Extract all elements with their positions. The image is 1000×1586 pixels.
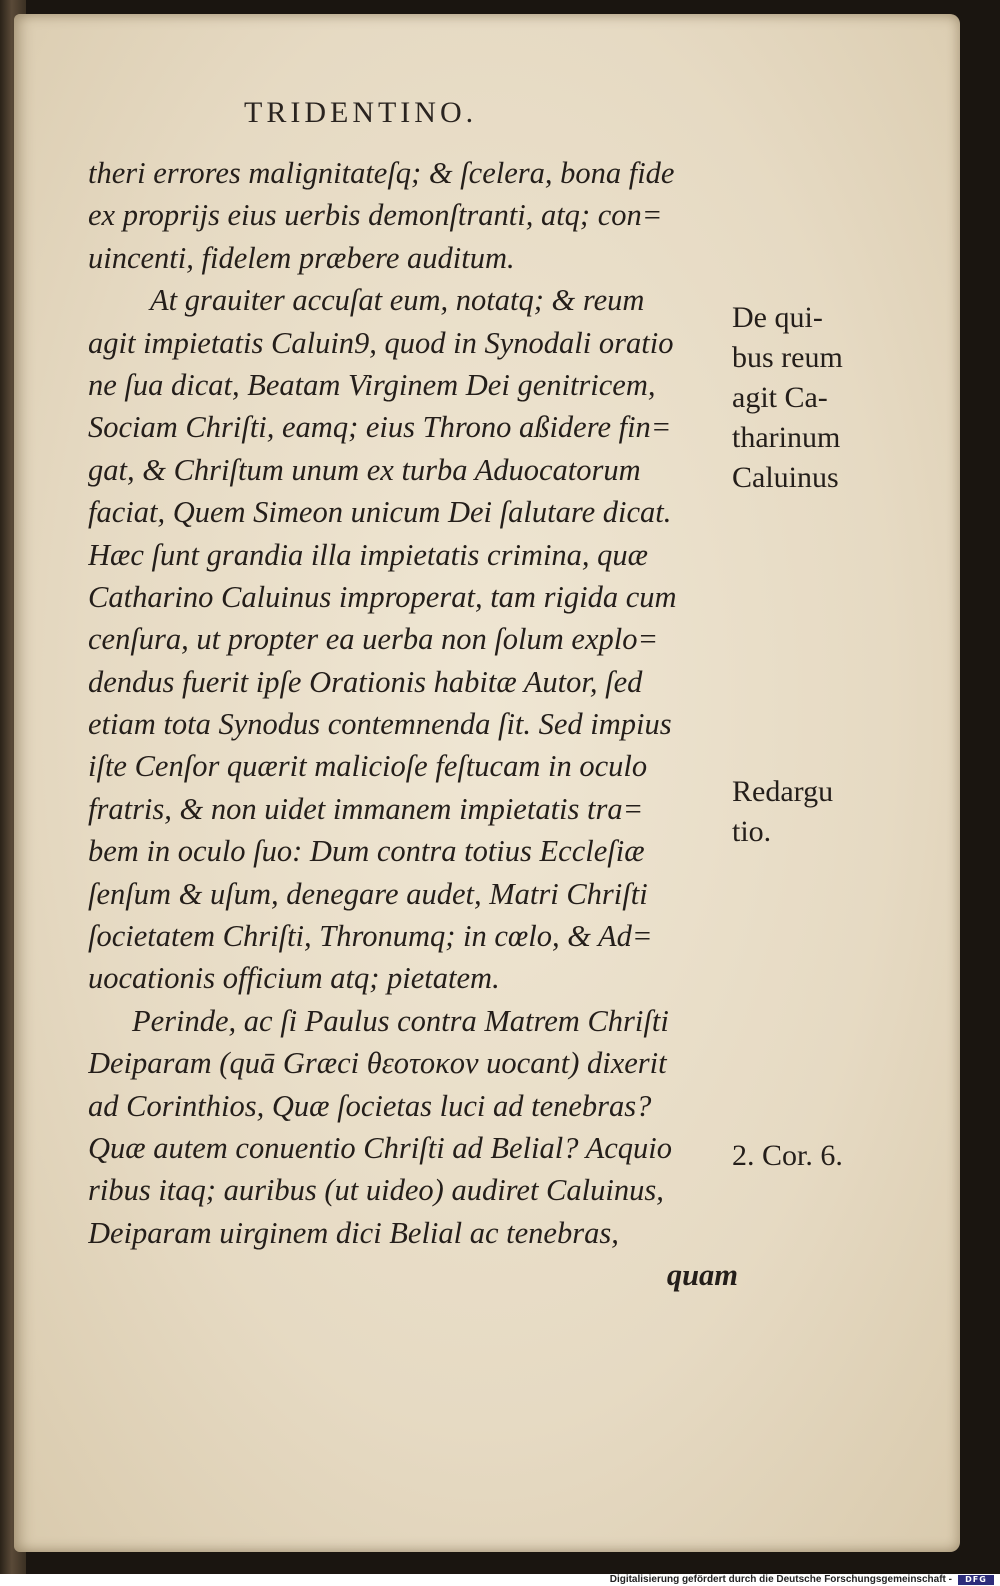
margin-note-line: 2. Cor. 6.	[732, 1139, 843, 1172]
margin-note-line: tio.	[732, 815, 772, 848]
margin-note-line: Caluinus	[732, 461, 839, 494]
text-line: gat, & Chriſtum unum ex turba Aduocatorum	[88, 452, 641, 487]
margin-note-line: agit Ca-	[732, 381, 828, 414]
text-line: Perinde, ac ſi Paulus contra Matrem Chriſti	[132, 1003, 669, 1038]
text-line: ex proprijs eius uerbis demonſtranti, atq; con=	[88, 198, 663, 233]
margin-note-line: Redargu	[732, 775, 834, 808]
text-line: uincenti, fidelem præbere auditum.	[88, 240, 515, 275]
margin-note-line: bus reum	[732, 341, 843, 374]
text-line: Deiparam uirginem dici Belial ac tenebras,	[88, 1215, 619, 1250]
text-line: bem in oculo ſuo: Dum contra totius Eccleſiæ	[88, 834, 645, 869]
margin-note-de-quibus	[732, 298, 882, 498]
text-line: cenſura, ut propter ea uerba non ſolum explo=	[88, 622, 659, 657]
text-line: ad Corinthios, Quæ ſocietas luci ad tenebras?	[88, 1088, 652, 1123]
text-line: ne ſua dicat, Beatam Virginem Dei genitricem,	[88, 367, 656, 402]
margin-note-line: De qui-	[732, 301, 823, 334]
text-line: ribus itaq; auribus (ut uideo) audiret Caluinus,	[88, 1173, 664, 1208]
text-line: ſenſum & uſum, denegare audet, Matri Chriſti	[88, 876, 648, 911]
digitization-credit: Digitalisierung gefördert durch die Deutsche Forschungsgemeinschaft -	[609, 1574, 952, 1585]
text-line: Catharino Caluinus improperat, tam rigida cum	[88, 579, 677, 614]
margin-note-line: tharinum	[732, 421, 841, 454]
text-line: Deiparam (quā Græci θεοτοκον uocant) dixerit	[88, 1046, 667, 1081]
text-line: agit impietatis Caluin9, quod in Synodali oratio	[88, 325, 674, 360]
text-line: At grauiter accuſat eum, notatq; & reum	[150, 283, 645, 318]
text-line: faciat, Quem Simeon unicum Dei ſalutare dicat.	[88, 495, 672, 530]
text-line: Sociam Chriſti, eamq; eius Throno aßidere fin=	[88, 410, 672, 445]
main-text-block	[88, 152, 738, 1297]
text-line: dendus fuerit ipſe Orationis habitæ Autor, ſed	[88, 664, 643, 699]
text-line: fratris, & non uidet immanem impietatis tra=	[88, 791, 644, 826]
text-line: uocationis officium atq; pietatem.	[88, 961, 500, 996]
catchword: quam	[666, 1258, 738, 1293]
running-head: TRIDENTINO.	[244, 96, 478, 129]
text-line: Hæc ſunt grandia illa impietatis crimina, quæ	[88, 537, 649, 572]
margin-note-redargutio	[732, 772, 882, 852]
margin-note-cor-reference	[732, 1136, 882, 1176]
text-line: etiam tota Synodus contemnenda ſit. Sed impius	[88, 707, 672, 742]
dfg-logo: DFG	[958, 1575, 994, 1585]
text-line: iſte Cenſor quærit malicioſe feſtucam in oculo	[88, 749, 648, 784]
text-line: theri errores malignitateſq; & ſcelera, bona fide	[88, 156, 675, 190]
text-line: Quæ autem conuentio Chriſti ad Belial? Acquio	[88, 1130, 672, 1165]
text-line: ſocietatem Chriſti, Thronumq; in cœlo, & Ad=	[88, 919, 653, 954]
